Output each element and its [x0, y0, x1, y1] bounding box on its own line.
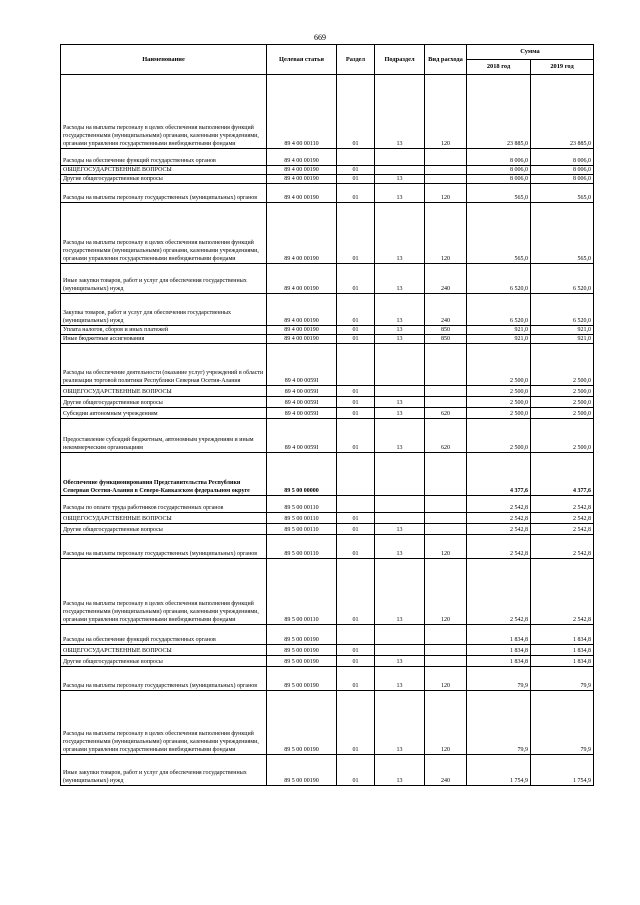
row-sum-2018: 2 500,0 — [467, 397, 531, 408]
page-number: 669 — [314, 33, 326, 42]
table-row — [61, 419, 594, 453]
row-name: ОБЩЕГОСУДАРСТВЕННЫЕ ВОПРОСЫ — [61, 645, 267, 656]
row-sum-2019: 6 520,0 — [531, 264, 594, 294]
row-sum-2019: 2 500,0 — [531, 386, 594, 397]
row-name: Другие общегосударственные вопросы — [61, 656, 267, 667]
row-vid: 120 — [425, 667, 467, 691]
row-target-code: 89 5 00 00190 — [267, 625, 337, 645]
row-target-code: 89 4 00 00190 — [267, 175, 337, 184]
row-target-code: 89 4 00 00190 — [267, 264, 337, 294]
header-2018: 2018 год — [467, 60, 531, 75]
row-sum-2019: 79,9 — [531, 667, 594, 691]
row-vid — [425, 175, 467, 184]
row-vid: 120 — [425, 535, 467, 559]
row-section — [337, 625, 375, 645]
row-section: 01 — [337, 184, 375, 203]
table-row — [61, 397, 594, 408]
row-name: Иные закупки товаров, работ и услуг для обеспечения государственных (муниципальных) нужд — [61, 264, 267, 294]
row-subsection — [375, 645, 425, 656]
row-section: 01 — [337, 755, 375, 786]
row-sum-2019: 6 520,0 — [531, 294, 594, 326]
row-name: Расходы на обеспечение функций государственных органов — [61, 149, 267, 166]
row-vid: 120 — [425, 691, 467, 755]
row-sum-2019: 921,0 — [531, 335, 594, 344]
row-vid — [425, 513, 467, 524]
row-sum-2018: 2 500,0 — [467, 408, 531, 419]
row-target-code: 89 4 00 00190 — [267, 335, 337, 344]
row-section — [337, 496, 375, 513]
row-sum-2019: 8 006,0 — [531, 166, 594, 175]
row-name: Обеспечение функционирования Представительства Республики Северная Осетия-Алания в Северо-Кавказском федеральном округе — [61, 453, 267, 496]
row-sum-2019: 1 754,9 — [531, 755, 594, 786]
table-row — [61, 656, 594, 667]
row-sum-2018: 921,0 — [467, 326, 531, 335]
row-subsection — [375, 496, 425, 513]
row-subsection: 13 — [375, 75, 425, 149]
row-sum-2019: 2 500,0 — [531, 344, 594, 386]
row-vid: 850 — [425, 335, 467, 344]
row-vid — [425, 149, 467, 166]
row-sum-2019: 2 542,8 — [531, 524, 594, 535]
row-vid — [425, 645, 467, 656]
row-sum-2019: 2 500,0 — [531, 408, 594, 419]
row-sum-2019: 1 834,8 — [531, 656, 594, 667]
row-sum-2019: 565,0 — [531, 184, 594, 203]
row-sum-2018: 2 542,8 — [467, 513, 531, 524]
row-section: 01 — [337, 326, 375, 335]
row-subsection: 13 — [375, 419, 425, 453]
row-section: 01 — [337, 335, 375, 344]
row-target-code: 89 5 00 00110 — [267, 559, 337, 625]
row-vid: 240 — [425, 264, 467, 294]
row-name: Предоставление субсидий бюджетным, автономным учреждениям и иным некоммерческим организациям — [61, 419, 267, 453]
row-name: Расходы по оплате труда работников государственных органов — [61, 496, 267, 513]
row-sum-2018: 79,9 — [467, 667, 531, 691]
row-subsection: 13 — [375, 656, 425, 667]
row-subsection — [375, 166, 425, 175]
table-row — [61, 559, 594, 625]
row-vid — [425, 386, 467, 397]
table-row — [61, 645, 594, 656]
table-row — [61, 203, 594, 264]
table-row — [61, 524, 594, 535]
row-target-code: 89 4 00 00190 — [267, 326, 337, 335]
row-section: 01 — [337, 535, 375, 559]
table-row — [61, 453, 594, 496]
row-subsection: 13 — [375, 264, 425, 294]
row-sum-2018: 8 006,0 — [467, 166, 531, 175]
table-row — [61, 175, 594, 184]
row-section: 01 — [337, 264, 375, 294]
row-section: 01 — [337, 419, 375, 453]
table-row — [61, 166, 594, 175]
row-subsection: 13 — [375, 184, 425, 203]
row-name: Расходы на выплаты персоналу в целях обеспечения выполнения функций государственными (муниципальными) органами, казенными учреждениями, органами управления государственными внебюджетными фондами — [61, 691, 267, 755]
row-vid — [425, 625, 467, 645]
table-body — [61, 75, 594, 786]
row-vid — [425, 344, 467, 386]
row-name: ОБЩЕГОСУДАРСТВЕННЫЕ ВОПРОСЫ — [61, 386, 267, 397]
row-subsection: 13 — [375, 755, 425, 786]
row-sum-2019: 1 834,8 — [531, 625, 594, 645]
row-vid: 620 — [425, 419, 467, 453]
row-section — [337, 149, 375, 166]
row-subsection — [375, 453, 425, 496]
row-section: 01 — [337, 166, 375, 175]
table-row — [61, 264, 594, 294]
table-row — [61, 386, 594, 397]
row-sum-2018: 79,9 — [467, 691, 531, 755]
row-sum-2018: 2 542,8 — [467, 559, 531, 625]
row-subsection: 13 — [375, 175, 425, 184]
row-sum-2019: 8 006,0 — [531, 175, 594, 184]
row-sum-2018: 2 542,8 — [467, 535, 531, 559]
row-sum-2019: 2 500,0 — [531, 397, 594, 408]
table-row — [61, 184, 594, 203]
row-section: 01 — [337, 175, 375, 184]
row-sum-2018: 565,0 — [467, 184, 531, 203]
row-vid — [425, 656, 467, 667]
row-sum-2018: 2 500,0 — [467, 344, 531, 386]
row-vid: 850 — [425, 326, 467, 335]
row-section — [337, 344, 375, 386]
row-subsection: 13 — [375, 397, 425, 408]
row-sum-2019: 2 542,8 — [531, 535, 594, 559]
row-target-code: 89 4 00 00110 — [267, 75, 337, 149]
row-section: 01 — [337, 513, 375, 524]
row-section: 01 — [337, 386, 375, 397]
row-vid — [425, 496, 467, 513]
row-subsection: 13 — [375, 294, 425, 326]
table-row — [61, 535, 594, 559]
header-sum: Сумма — [467, 45, 594, 60]
row-name: Расходы на обеспечение деятельности (оказание услуг) учреждений в области реализации торговой политики Республики Северная Осетия-Алания — [61, 344, 267, 386]
row-target-code: 89 4 00 0059I — [267, 397, 337, 408]
row-section: 01 — [337, 667, 375, 691]
row-target-code: 89 5 00 00190 — [267, 691, 337, 755]
row-sum-2018: 6 520,0 — [467, 264, 531, 294]
budget-table — [60, 44, 594, 786]
row-target-code: 89 5 00 00110 — [267, 496, 337, 513]
table-row — [61, 513, 594, 524]
row-name: Другие общегосударственные вопросы — [61, 397, 267, 408]
table-row — [61, 344, 594, 386]
row-vid — [425, 453, 467, 496]
row-sum-2019: 8 006,0 — [531, 149, 594, 166]
row-target-code: 89 5 00 00110 — [267, 513, 337, 524]
row-sum-2018: 921,0 — [467, 335, 531, 344]
row-sum-2019: 1 834,8 — [531, 645, 594, 656]
row-sum-2019: 2 500,0 — [531, 419, 594, 453]
row-name: Расходы на выплаты персоналу в целях обеспечения выполнения функций государственными (муниципальными) органами, казенными учреждениями, органами управления государственными внебюджетными фондами — [61, 559, 267, 625]
row-subsection: 13 — [375, 535, 425, 559]
row-sum-2018: 2 500,0 — [467, 419, 531, 453]
row-subsection — [375, 386, 425, 397]
row-subsection: 13 — [375, 203, 425, 264]
table-row — [61, 326, 594, 335]
row-sum-2019: 921,0 — [531, 326, 594, 335]
row-sum-2019: 2 542,8 — [531, 496, 594, 513]
row-name: Иные бюджетные ассигнования — [61, 335, 267, 344]
row-name: Закупка товаров, работ и услуг для обеспечения государственных (муниципальных) нужд — [61, 294, 267, 326]
row-subsection — [375, 344, 425, 386]
row-vid: 120 — [425, 559, 467, 625]
row-vid: 120 — [425, 184, 467, 203]
row-subsection: 13 — [375, 408, 425, 419]
row-name: Другие общегосударственные вопросы — [61, 524, 267, 535]
row-sum-2018: 8 006,0 — [467, 149, 531, 166]
table-row — [61, 408, 594, 419]
row-name: Уплата налогов, сборов и иных платежей — [61, 326, 267, 335]
row-section: 01 — [337, 408, 375, 419]
row-vid — [425, 166, 467, 175]
row-sum-2018: 1 834,8 — [467, 625, 531, 645]
row-name: Другие общегосударственные вопросы — [61, 175, 267, 184]
row-sum-2019: 4 377,6 — [531, 453, 594, 496]
row-vid — [425, 524, 467, 535]
row-vid: 240 — [425, 294, 467, 326]
header-2019: 2019 год — [531, 60, 594, 75]
header-subsection: Подраздел — [375, 45, 425, 75]
row-name: Расходы на выплаты персоналу государственных (муниципальных) органов — [61, 535, 267, 559]
row-subsection: 13 — [375, 524, 425, 535]
row-subsection — [375, 149, 425, 166]
row-section — [337, 453, 375, 496]
row-section: 01 — [337, 75, 375, 149]
row-target-code: 89 5 00 00000 — [267, 453, 337, 496]
row-vid — [425, 397, 467, 408]
row-section: 01 — [337, 203, 375, 264]
row-target-code: 89 4 00 00190 — [267, 166, 337, 175]
row-section: 01 — [337, 294, 375, 326]
row-name: ОБЩЕГОСУДАРСТВЕННЫЕ ВОПРОСЫ — [61, 513, 267, 524]
row-sum-2018: 565,0 — [467, 203, 531, 264]
row-name: Субсидии автономным учреждениям — [61, 408, 267, 419]
row-target-code: 89 4 00 00190 — [267, 184, 337, 203]
table-row — [61, 149, 594, 166]
row-section: 01 — [337, 645, 375, 656]
row-section: 01 — [337, 559, 375, 625]
row-target-code: 89 5 00 00190 — [267, 755, 337, 786]
row-target-code: 89 4 00 00190 — [267, 294, 337, 326]
row-section: 01 — [337, 691, 375, 755]
row-section: 01 — [337, 397, 375, 408]
row-sum-2018: 2 542,8 — [467, 496, 531, 513]
row-sum-2018: 23 885,0 — [467, 75, 531, 149]
row-section: 01 — [337, 656, 375, 667]
table-row — [61, 625, 594, 645]
row-target-code: 89 5 00 00190 — [267, 656, 337, 667]
table-row — [61, 755, 594, 786]
row-vid: 240 — [425, 755, 467, 786]
row-vid: 120 — [425, 75, 467, 149]
row-name: Расходы на выплаты персоналу в целях обеспечения выполнения функций государственными (муниципальными) органами, казенными учреждениями, органами управления государственными внебюджетными фондами — [61, 75, 267, 149]
row-sum-2018: 1 834,8 — [467, 645, 531, 656]
row-subsection: 13 — [375, 559, 425, 625]
table-header — [61, 45, 594, 75]
row-name: Расходы на выплаты персоналу государственных (муниципальных) органов — [61, 184, 267, 203]
row-target-code: 89 4 00 0059I — [267, 386, 337, 397]
table-row — [61, 667, 594, 691]
row-vid: 620 — [425, 408, 467, 419]
row-subsection — [375, 625, 425, 645]
row-target-code: 89 4 00 0059I — [267, 408, 337, 419]
row-vid: 120 — [425, 203, 467, 264]
row-sum-2018: 1 834,8 — [467, 656, 531, 667]
row-sum-2019: 79,9 — [531, 691, 594, 755]
table-row — [61, 496, 594, 513]
row-sum-2019: 565,0 — [531, 203, 594, 264]
row-target-code: 89 5 00 00190 — [267, 645, 337, 656]
row-sum-2018: 8 006,0 — [467, 175, 531, 184]
row-target-code: 89 4 00 0059I — [267, 419, 337, 453]
row-name: Расходы на обеспечение функций государственных органов — [61, 625, 267, 645]
row-section: 01 — [337, 524, 375, 535]
row-sum-2019: 2 542,8 — [531, 559, 594, 625]
table-row — [61, 75, 594, 149]
header-name: Наименование — [61, 45, 267, 75]
row-subsection: 13 — [375, 667, 425, 691]
row-subsection — [375, 513, 425, 524]
table-row — [61, 294, 594, 326]
row-target-code: 89 5 00 00110 — [267, 524, 337, 535]
row-target-code: 89 5 00 00110 — [267, 535, 337, 559]
table-row — [61, 335, 594, 344]
row-sum-2018: 2 500,0 — [467, 386, 531, 397]
row-target-code: 89 5 00 00190 — [267, 667, 337, 691]
row-sum-2019: 2 542,8 — [531, 513, 594, 524]
row-target-code: 89 4 00 00190 — [267, 149, 337, 166]
row-sum-2018: 2 542,8 — [467, 524, 531, 535]
row-subsection: 13 — [375, 326, 425, 335]
row-name: Расходы на выплаты персоналу государственных (муниципальных) органов — [61, 667, 267, 691]
row-name: Иные закупки товаров, работ и услуг для обеспечения государственных (муниципальных) нужд — [61, 755, 267, 786]
header-section: Раздел — [337, 45, 375, 75]
row-name: Расходы на выплаты персоналу в целях обеспечения выполнения функций государственными (муниципальными) органами, казенными учреждениями, органами управления государственными внебюджетными фондами — [61, 203, 267, 264]
row-sum-2018: 1 754,9 — [467, 755, 531, 786]
row-subsection: 13 — [375, 691, 425, 755]
table-row — [61, 691, 594, 755]
row-sum-2019: 23 885,0 — [531, 75, 594, 149]
row-name: ОБЩЕГОСУДАРСТВЕННЫЕ ВОПРОСЫ — [61, 166, 267, 175]
row-subsection: 13 — [375, 335, 425, 344]
header-target: Целевая статья — [267, 45, 337, 75]
row-sum-2018: 4 377,6 — [467, 453, 531, 496]
row-sum-2018: 6 520,0 — [467, 294, 531, 326]
row-target-code: 89 4 00 0059I — [267, 344, 337, 386]
header-vid: Вид расхода — [425, 45, 467, 75]
row-target-code: 89 4 00 00190 — [267, 203, 337, 264]
